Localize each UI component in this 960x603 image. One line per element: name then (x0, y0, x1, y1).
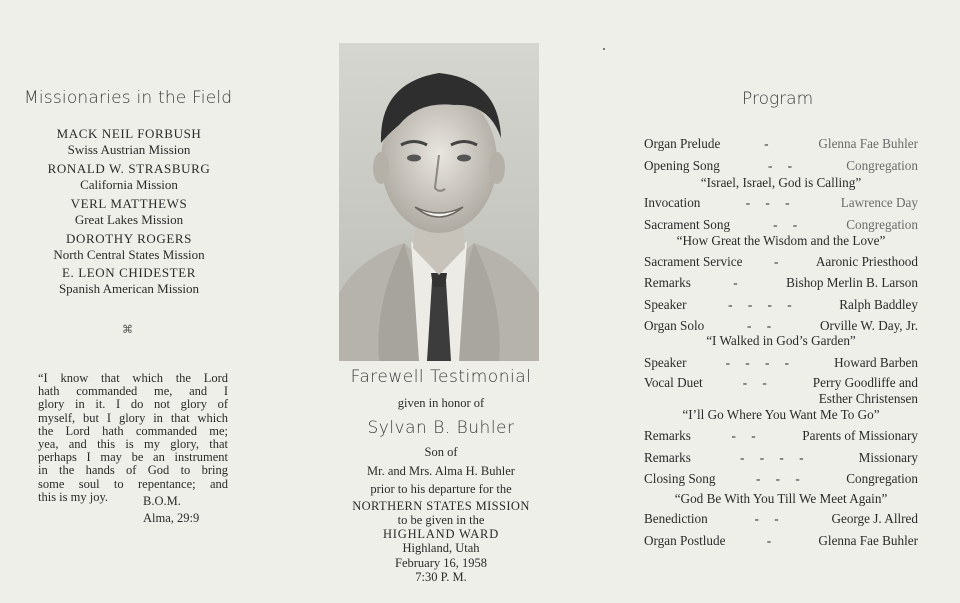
scripture-line: myself, but I glory in that which (38, 410, 228, 425)
program-song-title: “God Be With You Till We Meet Again” (674, 491, 888, 506)
program-part: Vocal Duet (644, 375, 703, 390)
program-title: Program (742, 89, 814, 109)
portrait-photo (339, 43, 539, 361)
scripture-line: some soul to repentance; and (38, 476, 228, 491)
citation-source: B.O.M. (143, 494, 181, 508)
place-line: Highland, Utah (402, 541, 480, 555)
program-who: Bishop Merlin B. Larson (786, 275, 918, 290)
paper-speck (603, 48, 605, 50)
program-item-continued (644, 391, 918, 407)
program-who: Perry Goodliffe and (812, 375, 918, 390)
program-part: Sacrament Song (644, 217, 731, 232)
program-item (644, 450, 918, 466)
portrait-image (339, 43, 539, 361)
program-who: Orville W. Day, Jr. (819, 318, 918, 333)
citation-reference: Alma, 29:9 (143, 511, 200, 525)
program-item (644, 217, 918, 233)
missionary-name: RONALD W. STRASBURG (47, 161, 211, 176)
program-dash: - - - - (728, 297, 798, 312)
program-item (644, 533, 918, 549)
program-who: Glenna Fae Buhler (818, 533, 918, 548)
missionary-mission: Great Lakes Mission (74, 212, 184, 227)
program-item (644, 195, 918, 211)
program-item (644, 254, 918, 270)
program-who: Congregation (846, 471, 918, 486)
program-item (644, 297, 918, 313)
time-line: 7:30 P. M. (415, 570, 467, 584)
honoree-name: Sylvan B. Buhler (367, 418, 515, 438)
program-part: Organ Postlude (644, 533, 726, 548)
scripture-line: the Lord hath commanded me; (38, 423, 228, 438)
given-line: given in honor of (397, 396, 485, 410)
program-dash: - - - (755, 471, 806, 486)
program-dash: - - (747, 318, 778, 333)
program-who: Howard Barben (834, 355, 918, 370)
program-dash: - - (754, 511, 785, 526)
program-part: Organ Prelude (644, 136, 721, 151)
program-item (644, 471, 918, 487)
prior-line: prior to his departure for the (370, 482, 512, 496)
scripture-line: “I know that which the Lord (38, 371, 228, 385)
program-item (644, 511, 918, 527)
to-be-line: to be given in the (397, 513, 485, 527)
mission-line: NORTHERN STATES MISSION (352, 499, 530, 513)
program-dash: - (733, 275, 744, 290)
missionary-name: VERL MATTHEWS (70, 196, 188, 211)
program-item (644, 275, 918, 291)
scripture-line: yea, and this is my glory, that (38, 437, 228, 452)
program-dash: - - (773, 217, 804, 232)
scripture-line: glory in it. I do not glory of (38, 397, 228, 412)
program-dash: - - (767, 158, 799, 173)
date-line: February 16, 1958 (395, 556, 487, 570)
parents-line: Mr. and Mrs. Alma H. Buhler (367, 464, 515, 478)
missionary-entry (0, 265, 258, 297)
program-song-title: “Israel, Israel, God is Calling” (700, 175, 862, 190)
program-part: Remarks (644, 450, 691, 465)
program-dash: - (766, 533, 778, 548)
program-who: Congregation (846, 217, 918, 232)
program-who: George J. Allred (831, 511, 918, 526)
missionary-name: DOROTHY ROGERS (65, 231, 192, 246)
program-part: Speaker (644, 297, 687, 312)
program-dash: - - - (745, 195, 796, 210)
missionary-mission: Swiss Austrian Mission (67, 142, 191, 157)
program-item (644, 428, 918, 444)
missionary-entry (0, 161, 258, 193)
missionary-entry (0, 126, 258, 158)
program-who-second: Esther Christensen (818, 391, 918, 406)
program-part: Organ Solo (644, 318, 705, 333)
program-song-title: “I Walked in God’s Garden” (706, 333, 856, 348)
divider-ornament-icon: ⌘ (122, 324, 133, 336)
missionary-mission: California Mission (80, 177, 178, 192)
program-dash: - - (742, 375, 773, 390)
program-part: Speaker (644, 355, 687, 370)
scripture-quote (38, 372, 228, 504)
program-part: Sacrament Service (644, 254, 743, 269)
missionary-entry (0, 231, 258, 263)
son-of-line: Son of (424, 445, 458, 459)
program-who: Aaronic Priesthood (815, 254, 918, 269)
program-dash: - - (731, 428, 762, 443)
program-song-title: “How Great the Wisdom and the Love” (676, 233, 886, 248)
program-part: Remarks (644, 428, 691, 443)
program-who: Parents of Missionary (802, 428, 918, 443)
program-dash: - - - - (725, 355, 796, 370)
missionary-mission: North Central States Mission (53, 247, 205, 262)
program-who: Congregation (846, 158, 918, 173)
scripture-line: hath commanded me, and I (38, 384, 228, 399)
program-item (644, 355, 918, 371)
missionaries-title: Missionaries in the Field (24, 88, 233, 108)
scripture-line: this is my joy. (38, 489, 109, 504)
program-who: Glenna Fae Buhler (818, 136, 918, 151)
missionary-name: MACK NEIL FORBUSH (56, 126, 202, 141)
program-part: Closing Song (644, 471, 716, 486)
program-part: Benediction (644, 511, 708, 526)
program-item (644, 375, 918, 391)
program-item (644, 318, 918, 334)
program-dash: - (773, 254, 785, 269)
program-who: Lawrence Day (840, 195, 918, 210)
program-dash: - (764, 136, 775, 151)
scripture-line: in the hands of God to bring (38, 463, 228, 478)
missionary-mission: Spanish American Mission (58, 281, 200, 296)
program-dash: - - - - (740, 450, 810, 465)
program-song-title: “I’ll Go Where You Want Me To Go” (682, 407, 880, 422)
missionary-name: E. LEON CHIDESTER (61, 265, 197, 280)
program-part: Invocation (644, 195, 701, 210)
program-item (644, 136, 918, 152)
missionary-entry (0, 196, 258, 228)
event-heading: Farewell Testimonial (350, 367, 532, 387)
program-who: Ralph Baddley (839, 297, 918, 312)
program-item (644, 158, 918, 174)
program-part: Remarks (644, 275, 691, 290)
program-who: Missionary (858, 450, 918, 465)
ward-line: HIGHLAND WARD (382, 527, 500, 541)
program-part: Opening Song (644, 158, 720, 173)
scripture-line: perhaps I may be an instrument (38, 450, 228, 465)
